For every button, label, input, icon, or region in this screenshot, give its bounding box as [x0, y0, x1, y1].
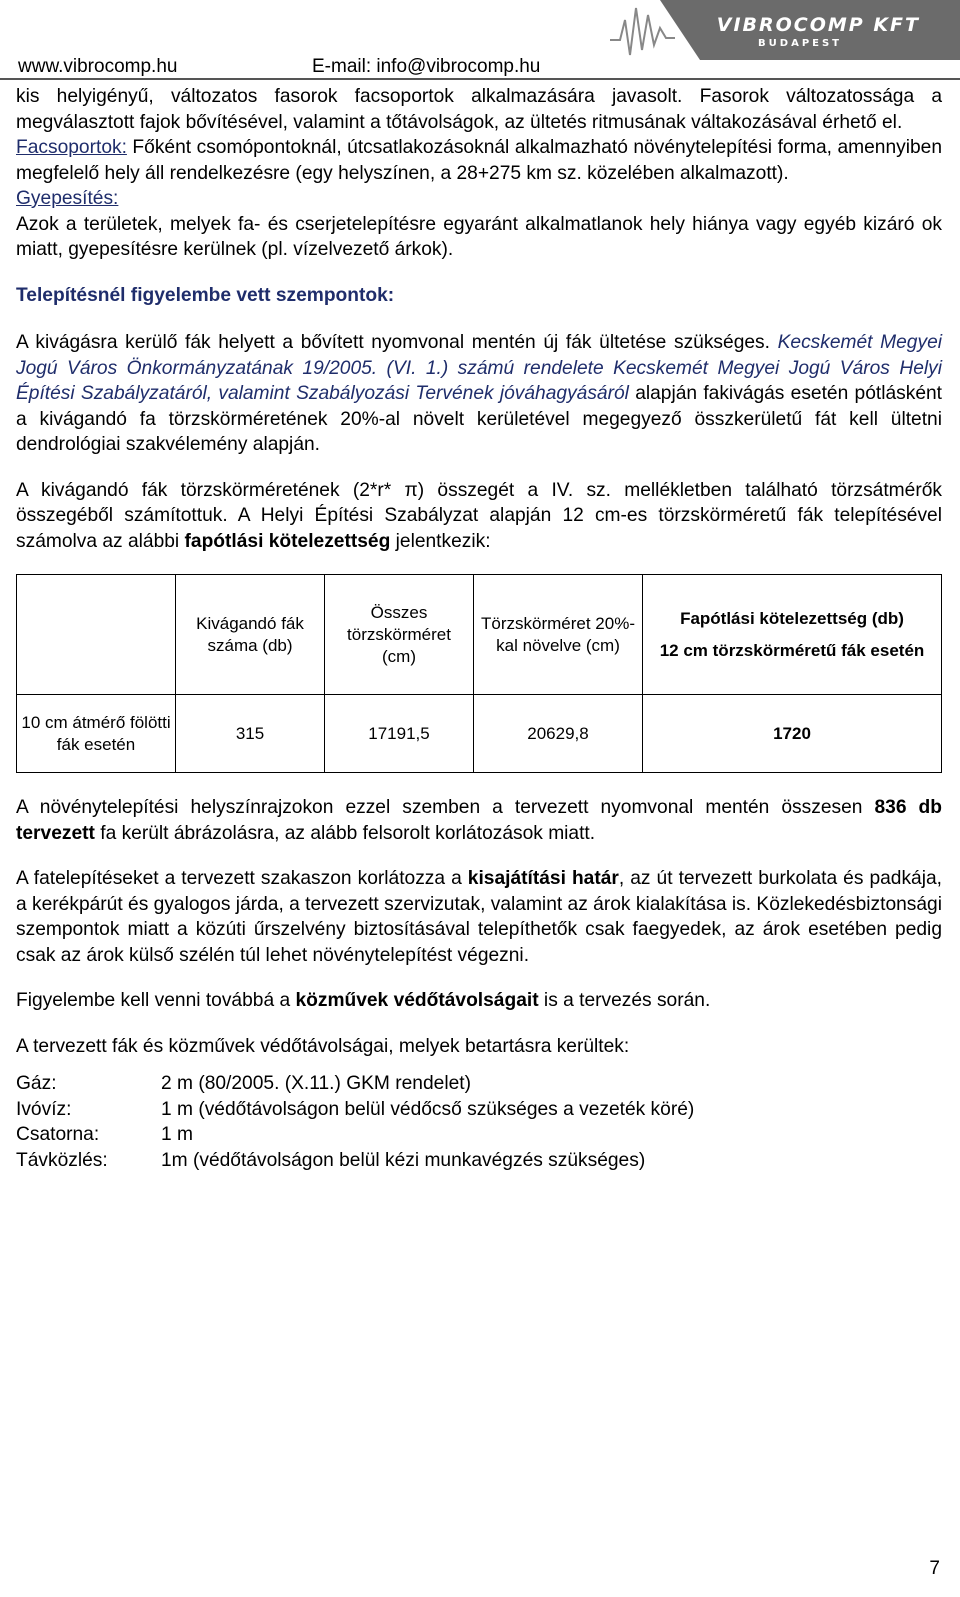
document-body — [16, 84, 942, 1173]
fapotlas-header-sub: 12 cm törzskörméretű fák esetén — [659, 640, 925, 660]
table-cell-count: 315 — [176, 695, 325, 773]
distance-value: 1 m — [161, 1124, 193, 1145]
paragraph-fasorok: kis helyigényű, változatos fasorok facsoportok alkalmazására javasolt. Fasorok változatossága a megválasztott fajok bővítésével, valamint a tőtávolságok, az ültetés ritmusának váltakozásával érhető el. — [16, 86, 942, 133]
distance-row-ivoviz — [16, 1097, 694, 1123]
kozmuvek-text-a: Figyelembe kell venni továbbá a — [16, 990, 296, 1011]
logo-subtext: BUDAPEST — [758, 38, 842, 49]
spacer — [16, 968, 942, 988]
table-cell-total: 17191,5 — [325, 695, 474, 773]
tervezett-text-a: A növénytelepítési helyszínrajzokon ezzel szemben a tervezett nyomvonal mentén összesen — [16, 797, 875, 818]
header-email[interactable]: E-mail: info@vibrocomp.hu — [312, 56, 541, 77]
szamitas-bold: fapótlási kötelezettség — [184, 530, 391, 552]
kivagas-text-a: A kivágásra kerülő fák helyett a bővített nyomvonal mentén új fák ültetése szükséges. — [16, 332, 778, 353]
paragraph-szamitas — [16, 478, 942, 555]
kozmuvek-bold: közművek védőtávolságait — [295, 990, 539, 1011]
paragraph-facsoportok — [16, 135, 942, 186]
paragraph-tervezett — [16, 795, 942, 846]
novelve-label: Törzskörméret 20%-kal növelve (cm) — [481, 613, 635, 655]
korlatozas-text-a: A fatelepítéseket a tervezett szakaszon korlátozza a — [16, 868, 468, 889]
table-header-osszes: Összes törzskörméret (cm) — [325, 575, 474, 695]
table-cell-increased: 20629,8 — [474, 695, 643, 773]
tervezett-bold: 836 db tervezett — [16, 797, 942, 844]
spacer — [16, 1059, 942, 1071]
paragraph-gyepesites: Azok a területek, melyek fa- és cserjetelepítésre egyaránt alkalmatlanok hely hiánya vagy egyéb kizáró ok miatt, gyepesítésre kerülnek (pl. vízelvezető árkok). — [16, 213, 942, 260]
spacer — [16, 1014, 942, 1034]
table-header-fapotlas — [643, 575, 942, 695]
distance-label: Csatorna: — [16, 1124, 100, 1145]
gyepesites-label-line — [16, 186, 942, 212]
table-row-label: 10 cm átmérő fölötti fák esetén — [17, 695, 176, 773]
paragraph-vedotavolsag-intro: A tervezett fák és közművek védőtávolságai, melyek betartásra kerültek: — [16, 1035, 630, 1057]
szamitas-text-b: jelentkezik: — [390, 530, 491, 552]
distance-value: 1m (védőtávolságon belül kézi munkavégzés szükséges) — [161, 1149, 646, 1171]
fapotlas-table — [16, 574, 942, 773]
facsoportok-label: Facsoportok: — [16, 137, 127, 158]
distance-row-gaz — [16, 1071, 694, 1097]
distance-value: 2 m (80/2005. (X.11.) GKM rendelet) — [161, 1073, 471, 1094]
szamitas-text-a: A kivágandó fák törzskörméretének (2*r* π) összegét a IV. sz. mellékletben található törzsátmérők összegéből számítottuk. A Helyi Építési Szabályzat alapján 12 cm-es törzskörméretű fák telepítésével számolva az alábbi — [16, 479, 942, 552]
korlatozas-bold: kisajátítási határ — [467, 868, 619, 889]
facsoportok-text: Főként csomópontoknál, útcsatlakozásoknál alkalmazható növénytelepítési forma, amennyiben megfelelő hely áll rendelkezésre (egy helyszínen, a 28+275 km sz. közelében alkalmazott). — [16, 137, 942, 184]
gyepesites-label: Gyepesítés: — [16, 188, 119, 209]
paragraph-korlatozas — [16, 866, 942, 968]
table-header-kivagando: Kivágandó fák száma (db) — [176, 575, 325, 695]
header-website[interactable]: www.vibrocomp.hu — [18, 56, 178, 77]
logo-text: VIBROCOMP KFT — [716, 14, 920, 36]
distance-label: Ivóvíz: — [16, 1098, 72, 1120]
table-empty-cell — [17, 575, 176, 695]
section-heading: Telepítésnél figyelembe vett szempontok: — [16, 284, 395, 306]
rendelet-reference: Kecskemét Megyei Jogú Város Önkormányzatának 19/2005. (VI. 1.) számú rendelete Kecskemét Megyei Jogú Város Helyi Építési Szabályzatáról, valamint Szabályozási Tervének jóváhagyásáról — [16, 332, 943, 404]
distance-row-tavkozles — [16, 1148, 694, 1174]
distance-label: Távközlés: — [16, 1149, 108, 1171]
spacer — [16, 458, 942, 478]
korlatozas-text-b: , az út tervezett burkolata és padkája, a kerékpárút és gyalogos járda, a tervezett szervizutak, valamint az árok kialakítása is. Közlekedésbiztonsági szempontok miatt a közúti űrszelvény biztosításával telepíthetők csak faegyedek, az árok esetében pedig csak az árok külső szélén túl lehet növénytelepítést végezni. — [16, 868, 942, 966]
paragraph-kozmuvek — [16, 988, 942, 1014]
paragraph-kivagas — [16, 330, 942, 458]
distance-row-csatorna — [16, 1122, 694, 1148]
kivagas-text-b: alapján fakivágás esetén pótlásként a kivágandó fa törzskörméretének 20%-al növelt kerületével megegyező összkerületű fát kell ültetni dendrológiai szakvélemény alapján. — [16, 383, 942, 455]
distance-value: 1 m (védőtávolságon belül védőcső szükséges a vezeték köré) — [161, 1098, 695, 1120]
kozmuvek-text-b: is a tervezés során. — [538, 990, 711, 1011]
header-divider — [0, 78, 960, 80]
distance-list — [16, 1071, 694, 1173]
table-header-novelve — [474, 575, 643, 695]
tervezett-text-b: fa került ábrázolásra, az alább felsorolt korlátozások miatt. — [94, 822, 596, 844]
table-cell-obligation: 1720 — [643, 695, 942, 773]
spacer — [16, 846, 942, 866]
distance-label: Gáz: — [16, 1073, 57, 1094]
page-number: 7 — [929, 1558, 940, 1579]
fapotlas-header-bold: Fapótlási kötelezettség (db) — [680, 608, 904, 628]
